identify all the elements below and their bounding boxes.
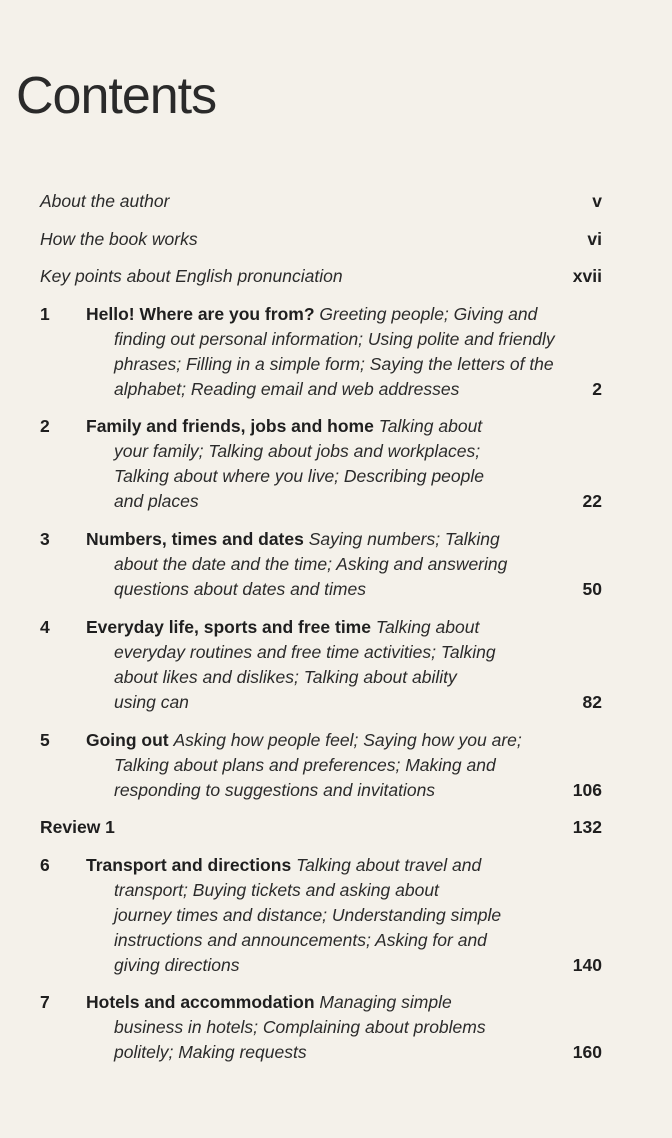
chapter-heading: Hotels and accommodation: [86, 992, 315, 1012]
chapter-number: 2: [40, 416, 50, 436]
chapter-desc-line: using can: [114, 692, 189, 712]
toc-page-number: 22: [582, 491, 602, 511]
chapter-heading: Going out: [86, 730, 169, 750]
chapter-number: 6: [40, 855, 50, 875]
chapter-heading: Family and friends, jobs and home: [86, 416, 374, 436]
toc-entry-label: Key points about English pronunciation: [40, 266, 343, 286]
chapter-desc-line: transport; Buying tickets and asking about: [114, 880, 439, 900]
chapter-heading: Numbers, times and dates: [86, 529, 304, 549]
chapter-desc-line: Saying numbers; Talking: [308, 529, 500, 549]
toc-page-number: 2: [592, 379, 602, 399]
chapter-heading: Hello! Where are you from?: [86, 304, 315, 324]
chapter-desc-line: your family; Talking about jobs and workplaces;: [114, 441, 481, 461]
chapter-desc-line: Talking about where you live; Describing people: [114, 466, 484, 486]
chapter-desc-line: and places: [114, 491, 199, 511]
chapter-number: 7: [40, 992, 50, 1012]
chapter-body: [86, 853, 556, 978]
chapter-number: 5: [40, 730, 50, 750]
toc-page-number: 106: [572, 780, 602, 800]
chapter-desc-line: journey times and distance; Understanding simple: [114, 905, 502, 925]
chapter-desc-line: Managing simple: [319, 992, 452, 1012]
chapter-desc-line: Talking about: [378, 416, 483, 436]
page-title: Contents: [16, 67, 217, 125]
chapter-desc-line: Greeting people; Giving and: [319, 304, 538, 324]
chapter-desc-line: Talking about travel and: [296, 855, 482, 875]
chapter-number: 4: [40, 617, 50, 637]
chapter-desc-line: instructions and announcements; Asking for and: [114, 930, 487, 950]
chapter-body: [86, 990, 556, 1065]
chapter-desc-line: Asking how people feel; Saying how you are;: [173, 730, 522, 750]
chapter-heading: Everyday life, sports and free time: [86, 617, 371, 637]
chapter-desc-line: alphabet; Reading email and web addresses: [114, 379, 460, 399]
chapter-desc-line: Talking about: [375, 617, 480, 637]
chapter-desc-line: questions about dates and times: [114, 579, 366, 599]
toc-entry-label: About the author: [40, 191, 170, 211]
chapter-desc-line: about the date and the time; Asking and answering: [114, 554, 508, 574]
toc-page-number: 160: [572, 1042, 602, 1062]
chapter-desc-line: finding out personal information; Using polite and friendly: [114, 329, 555, 349]
chapter-desc-line: Talking about plans and preferences; Making and: [114, 755, 496, 775]
toc-page-number: vi: [587, 229, 602, 249]
chapter-desc-line: responding to suggestions and invitations: [114, 780, 436, 800]
toc-page-number: 140: [572, 955, 602, 975]
toc-page-number: xvii: [572, 266, 602, 286]
chapter-body: [86, 527, 556, 602]
chapter-body: [86, 615, 556, 715]
chapter-desc-line: business in hotels; Complaining about problems: [114, 1017, 486, 1037]
chapter-number: 1: [40, 304, 50, 324]
chapter-desc-line: everyday routines and free time activities; Talking: [114, 642, 496, 662]
review-label: Review 1: [40, 817, 115, 837]
toc-entry-label: How the book works: [40, 229, 198, 249]
chapter-desc-line: politely; Making requests: [114, 1042, 307, 1062]
toc-page-number: 50: [582, 579, 602, 599]
toc-page-number: v: [592, 191, 602, 211]
chapter-body: [86, 728, 556, 803]
chapter-heading: Transport and directions: [86, 855, 292, 875]
toc-page-number: 82: [582, 692, 602, 712]
chapter-number: 3: [40, 529, 50, 549]
chapter-body: [86, 302, 556, 402]
toc-page-number: 132: [572, 817, 602, 837]
chapter-desc-line: about likes and dislikes; Talking about ability: [114, 667, 457, 687]
chapter-desc-line: phrases; Filling in a simple form; Saying the letters of the: [114, 354, 554, 374]
chapter-desc-line: giving directions: [114, 955, 240, 975]
chapter-body: [86, 414, 556, 514]
